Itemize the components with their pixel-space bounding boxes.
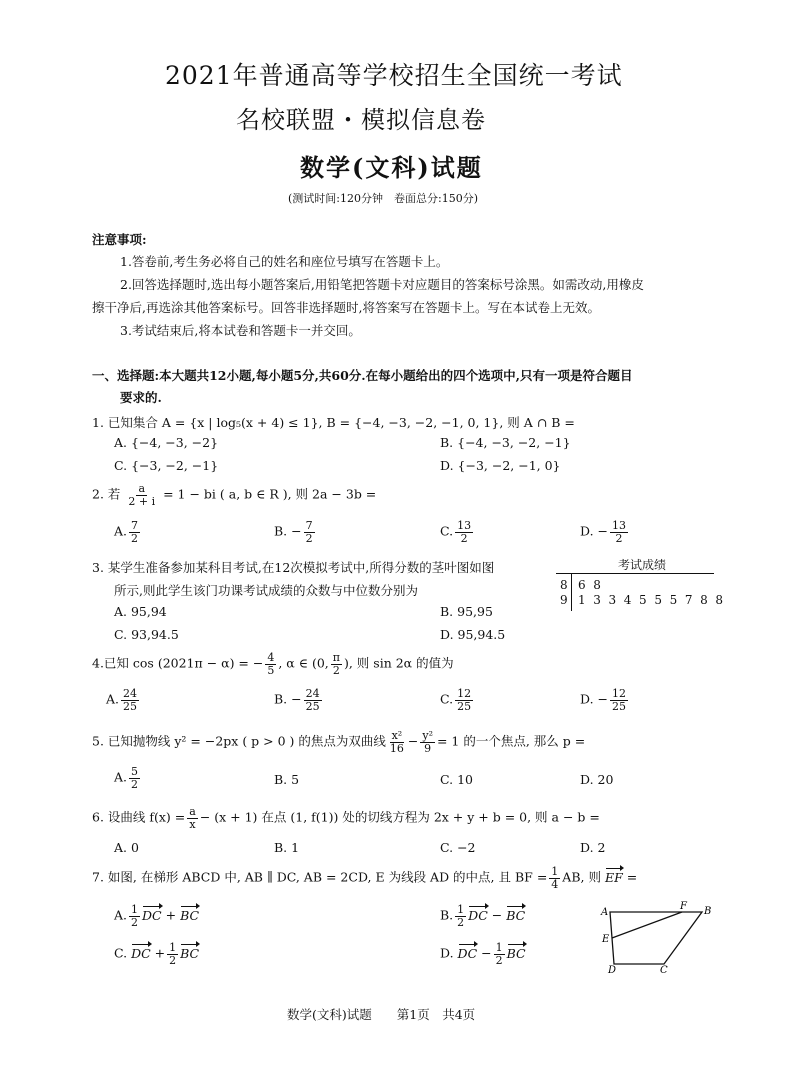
q5-option-b: B. 5 xyxy=(274,772,300,787)
notice-item-2b: 擦干净后,再选涂其他答案标号。回答非选择题时,将答案写在答题卡上。写在本试卷上无效。 xyxy=(92,300,600,315)
q1-option-b: B. {−4, −3, −2, −1} xyxy=(440,435,571,450)
notice-item-1: 1.答卷前,考生务必将自己的姓名和座位号填写在答题卡上。 xyxy=(120,254,449,269)
section-heading-cont: 要求的. xyxy=(120,390,162,405)
q7-option-c: C. DC + $\frac{1}{2}$ BC xyxy=(114,941,200,967)
stem-leaf-title: 考试成绩 xyxy=(618,558,667,572)
q5-option-d: D. 20 xyxy=(580,772,614,787)
stem-9: 9 xyxy=(560,593,568,607)
q3-stem-line2: 所示,则此学生该门功课考试成绩的众数与中位数分别为 xyxy=(114,583,418,598)
segment-ef xyxy=(612,912,682,938)
q5-option-c: C. 10 xyxy=(440,772,473,787)
label-d: D xyxy=(608,965,617,974)
q2-option-a: A. $\frac{7}{2}$ xyxy=(114,519,139,545)
q5-option-a: A. $\frac{5}{2}$ xyxy=(114,765,139,791)
q4-option-c: C. $\frac{12}{25}$ xyxy=(440,687,472,713)
notice-item-3: 3.考试结束后,将本试卷和答题卡一并交回。 xyxy=(120,323,361,338)
notice-item-2a: 2.回答选择题时,选出每小题答案后,用铅笔把答题卡对应题目的答案标号涂黑。如需改动,用橡皮 xyxy=(120,277,644,292)
q1-option-a: A. {−4, −3, −2} xyxy=(114,435,219,450)
leaf-row-9: 1 3 3 4 5 5 5 7 8 8 xyxy=(578,593,724,607)
label-f: F xyxy=(680,901,687,912)
stem-leaf-divider xyxy=(571,573,572,611)
trapezoid-figure xyxy=(596,898,716,974)
q3-option-d: D. 95,94.5 xyxy=(440,627,506,642)
q6-option-a: A. 0 xyxy=(114,840,139,855)
notice-heading: 注意事项: xyxy=(92,232,147,247)
q7-option-b: B. $\frac{1}{2}$ DC − BC xyxy=(440,903,526,929)
q4-option-b: B. − $\frac{24}{25}$ xyxy=(274,687,320,713)
label-b: B xyxy=(704,906,712,917)
page-footer: 数学(文科)试题 第1页 共4页 xyxy=(287,1007,476,1022)
q1-option-d: D. {−3, −2, −1, 0} xyxy=(440,458,561,473)
q4-option-d: D. − $\frac{12}{25}$ xyxy=(580,687,626,713)
q6-option-c: C. −2 xyxy=(440,840,476,855)
leaf-row-8: 6 8 xyxy=(578,578,601,592)
q6-option-d: D. 2 xyxy=(580,840,606,855)
q3-option-c: C. 93,94.5 xyxy=(114,627,179,642)
q2-option-c: C. $\frac{13}{2}$ xyxy=(440,519,472,545)
q5-stem: 5. 已知抛物线 y² = −2px ( p > 0 ) 的焦点为双曲线 $\frac{\text{x²}}{16}$ − $\frac{\text{y²}}{9}$ = 1 的一个焦点, 那么 p = xyxy=(92,729,586,755)
label-e: E xyxy=(602,934,610,945)
q4-option-a: A. $\frac{24}{25}$ xyxy=(106,687,138,713)
q1-option-c: C. {−3, −2, −1} xyxy=(114,458,219,473)
q3-option-b: B. 95,95 xyxy=(440,604,493,619)
q3-stem-line1: 3. 某学生准备参加某科目考试,在12次模拟考试中,所得分数的茎叶图如图 xyxy=(92,560,495,575)
q3-option-a: A. 95,94 xyxy=(114,604,167,619)
q1-stem: 1. 已知集合 A = {x | log₅(x + 4) ≤ 1}, B = {−4, −3, −2, −1, 0, 1}, 则 A ∩ B = xyxy=(92,415,575,430)
stem-8: 8 xyxy=(560,578,568,592)
exam-title: 2021年普通高等学校招生全国统一考试 xyxy=(165,61,623,90)
q7-option-d: D. DC − $\frac{1}{2}$ BC xyxy=(440,941,526,967)
stem-leaf-top-rule xyxy=(556,573,714,574)
q2-option-b: B. − $\frac{7}{2}$ xyxy=(274,519,313,545)
q2-option-d: D. − $\frac{13}{2}$ xyxy=(580,519,626,545)
q6-stem: 6. 设曲线 f(x) = $\frac{a}{x}$ − (x + 1) 在点 (1, f(1)) 处的切线方程为 2x + y + b = 0, 则 a − b = xyxy=(92,805,600,831)
time-score-note: (测试时间:120分钟 卷面总分:150分) xyxy=(288,192,478,205)
label-a: A xyxy=(601,907,609,918)
q7-option-a: A. $\frac{1}{2}$ DC + BC xyxy=(114,903,200,929)
q6-option-b: B. 1 xyxy=(274,840,300,855)
trapezoid-abcd xyxy=(610,912,702,964)
label-c: C xyxy=(660,965,668,974)
q7-stem: 7. 如图, 在梯形 ABCD 中, AB ∥ DC, AB = 2CD, E 为线段 AD 的中点, 且 BF = $\frac{1}{4}$ AB, 则 EF = xyxy=(92,865,638,891)
q4-stem: 4.已知 cos (2021π − α) = − $\frac{4}{5}$ , α ∈ (0, $\frac{\pi}{2}$ ), 则 sin 2α 的值为 xyxy=(92,651,454,677)
section-heading: 一、选择题:本大题共12小题,每小题5分,共60分.在每小题给出的四个选项中,只有一项是符合题目 xyxy=(92,368,633,383)
paper-title: 数学(文科)试题 xyxy=(300,153,483,182)
exam-subtitle: 名校联盟・模拟信息卷 xyxy=(236,106,486,134)
q2-stem: 2. 若 $\frac{a}{2 + i}$ = 1 − bi ( a, b ∈ R ), 则 2a − 3b = xyxy=(92,482,377,508)
stem-leaf-plot xyxy=(556,556,724,612)
